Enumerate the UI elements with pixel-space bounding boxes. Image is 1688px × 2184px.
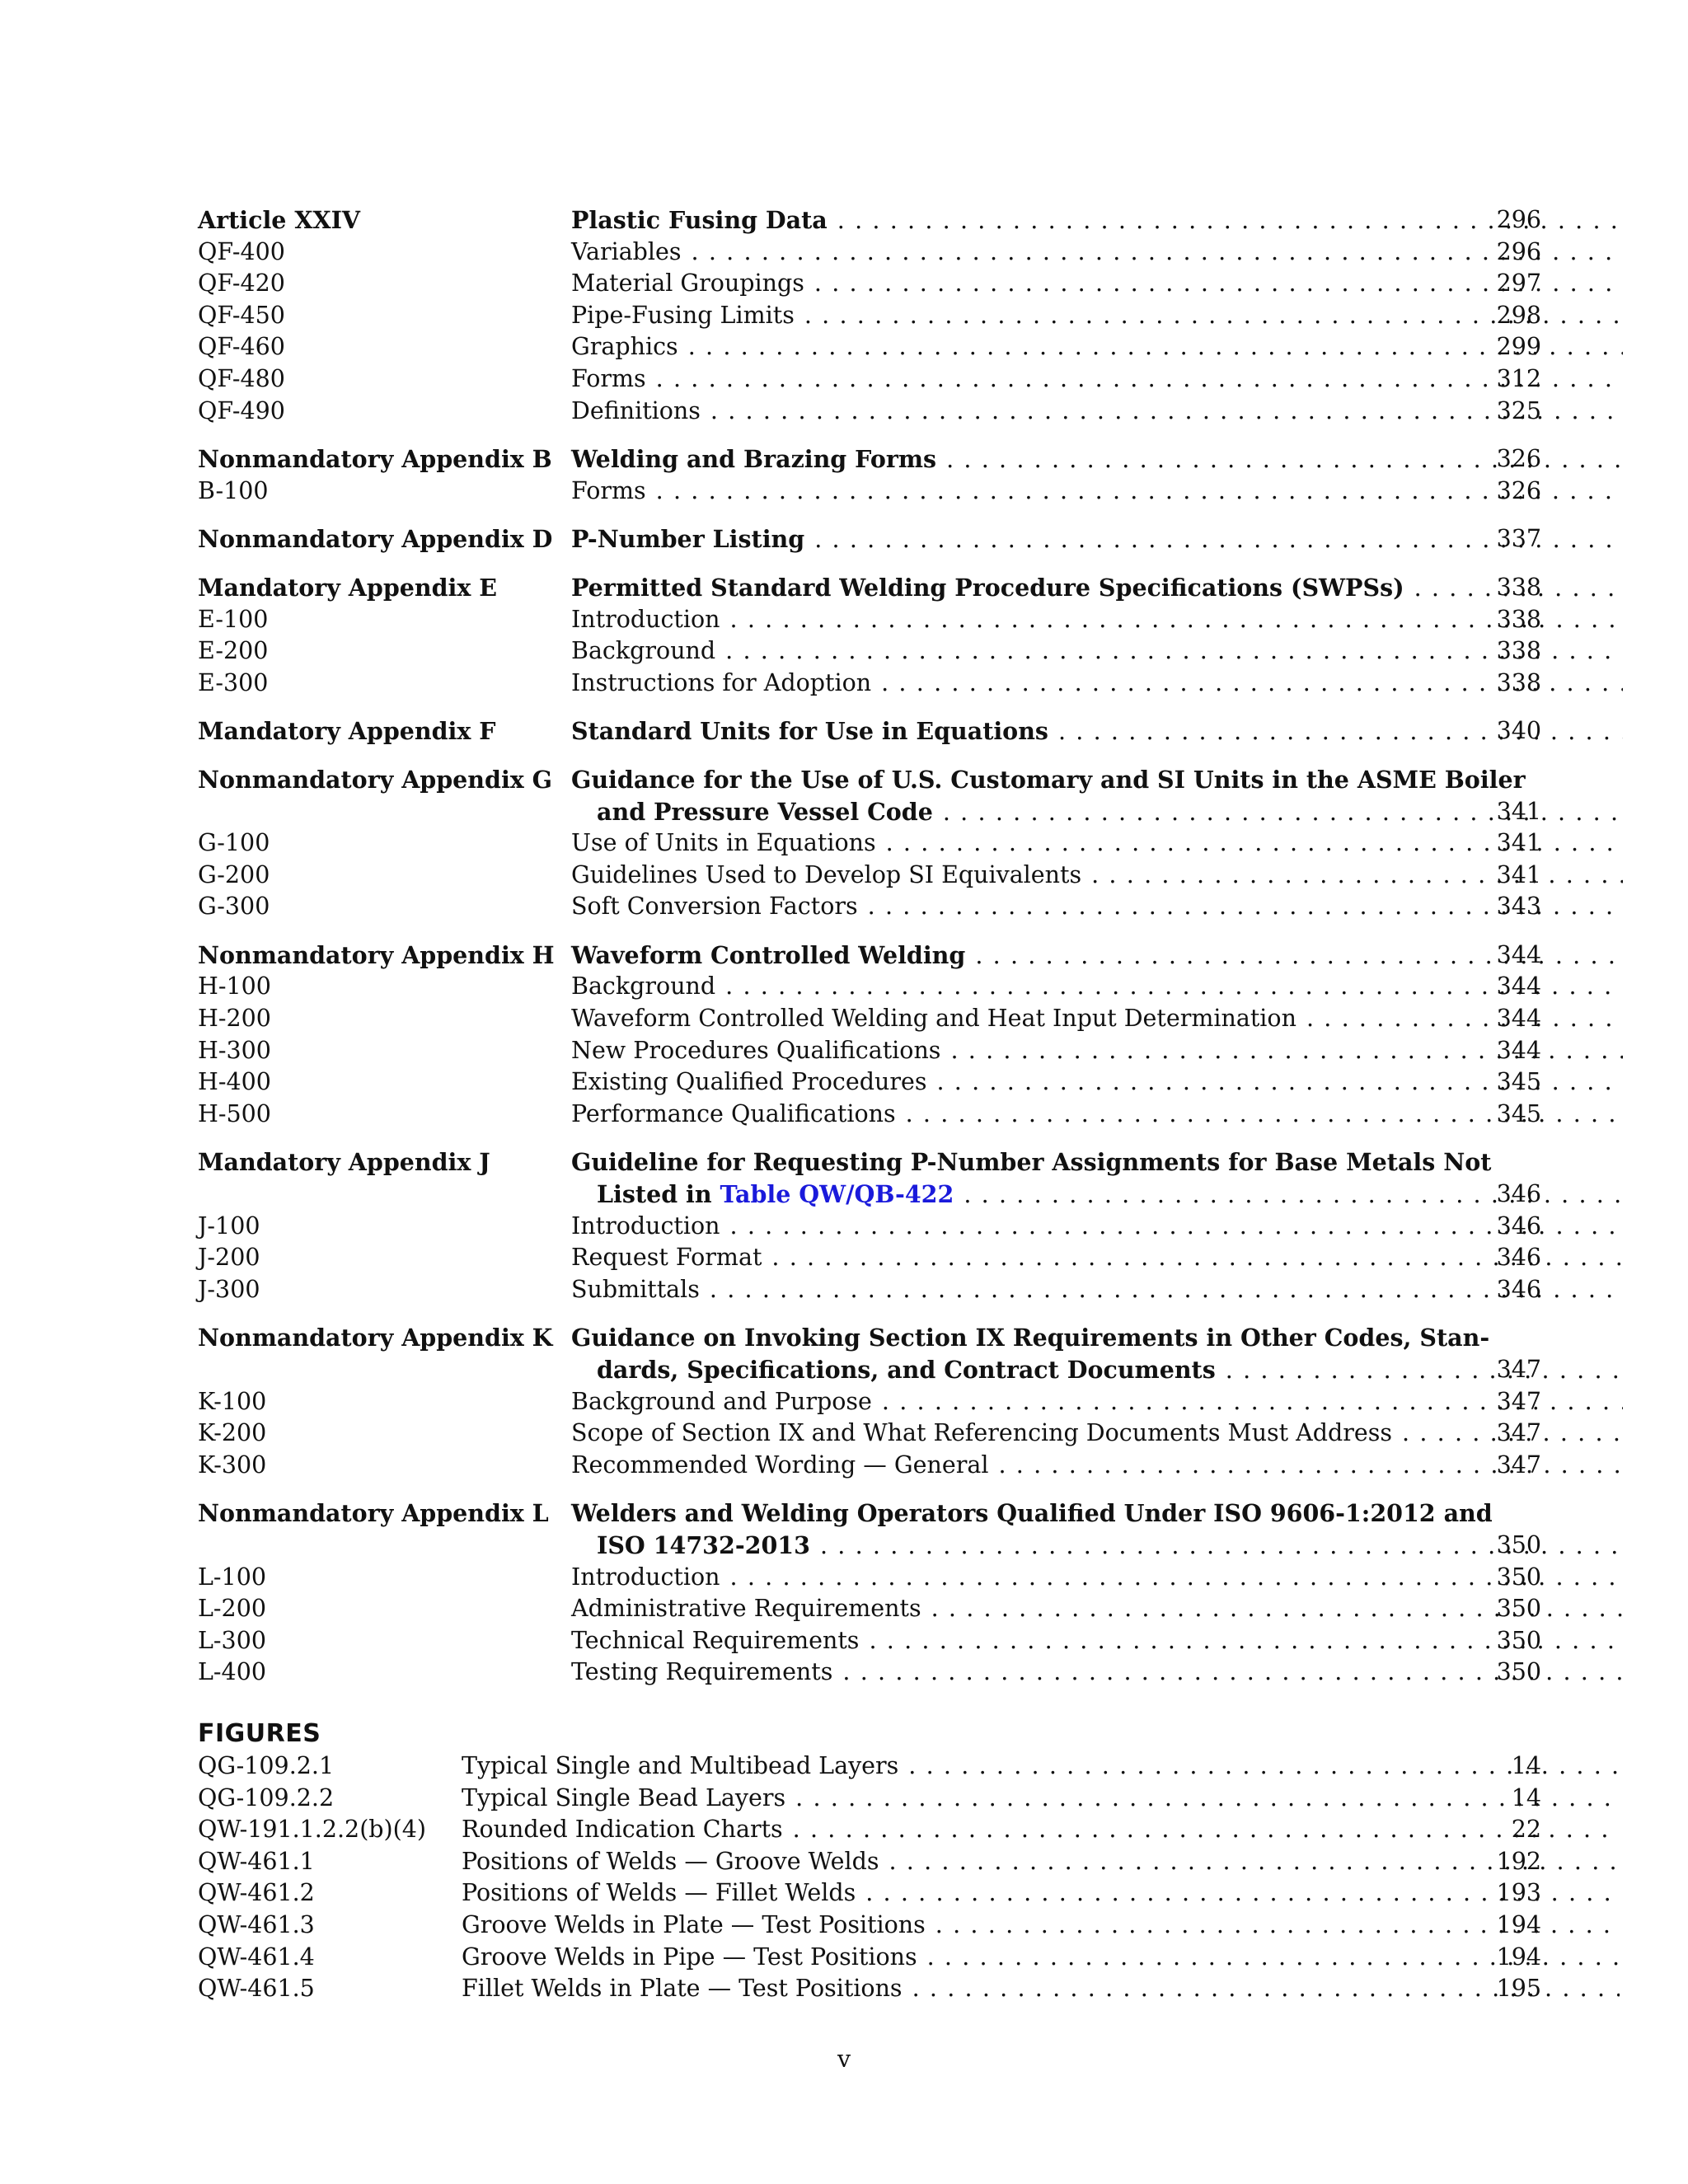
toc-entry[interactable]: [198, 1973, 1541, 2005]
entry-code: QW-191.1.2.2(b)(4): [198, 1816, 427, 1844]
entry-page: 312: [1496, 364, 1541, 392]
entry-code: Mandatory Appendix J: [198, 1148, 490, 1177]
toc-entry-continuation[interactable]: [198, 1354, 1541, 1386]
entry-title-line: [571, 940, 1623, 972]
toc-section-entry[interactable]: [198, 523, 1541, 555]
entry-title-line: [571, 204, 1623, 237]
entry-code: G-100: [198, 829, 270, 857]
toc-entry[interactable]: [198, 1066, 1541, 1099]
entry-code: J-100: [198, 1212, 260, 1240]
entry-page: 347: [1496, 1451, 1541, 1479]
entry-code: L-400: [198, 1658, 266, 1686]
entry-title: Positions of Welds — Groove Welds: [462, 1847, 879, 1875]
entry-page: 325: [1496, 396, 1541, 424]
toc-entry[interactable]: [198, 860, 1541, 892]
entry-page: 337: [1496, 525, 1541, 553]
entry-code: QF-400: [198, 237, 285, 265]
toc-entry[interactable]: [198, 396, 1541, 428]
dot-leader: [701, 396, 1623, 428]
entry-code: Nonmandatory Appendix H: [198, 940, 555, 969]
toc-section-entry[interactable]: [198, 940, 1541, 972]
toc-entry[interactable]: [198, 1593, 1541, 1625]
entry-title: Guidance on Invoking Section IX Requirements in Other Codes, Stan-: [571, 1324, 1490, 1352]
entry-page: 350: [1496, 1595, 1541, 1623]
entry-title-line: [571, 1593, 1623, 1625]
entry-title: Request Format: [571, 1244, 762, 1272]
entry-code: K-100: [198, 1387, 267, 1415]
entry-title: Recommended Wording — General: [571, 1451, 989, 1479]
toc-entry[interactable]: [198, 1003, 1541, 1035]
toc-entry[interactable]: [198, 1274, 1541, 1306]
entry-page: 338: [1496, 573, 1541, 601]
entry-title: Material Groupings: [571, 269, 804, 298]
entry-title-line: [571, 237, 1623, 269]
toc-entry[interactable]: [198, 1450, 1541, 1482]
entry-title: Welders and Welding Operators Qualified Under ISO 9606-1:2012 and: [571, 1499, 1493, 1528]
entry-title: Background and Purpose: [571, 1387, 872, 1415]
toc-entry[interactable]: [198, 363, 1541, 396]
dot-leader: [1081, 860, 1623, 892]
entry-code: H-100: [198, 972, 271, 1001]
entry-title: Introduction: [571, 605, 720, 633]
entry-code: L-300: [198, 1626, 266, 1654]
entry-code: E-300: [198, 668, 269, 696]
entry-title-line: [571, 1386, 1623, 1418]
entry-title: P-Number Listing: [571, 525, 805, 554]
entry-code: QF-420: [198, 269, 285, 298]
dot-leader: [785, 1783, 1620, 1815]
entry-page: 343: [1496, 893, 1541, 921]
entry-page: 192: [1496, 1847, 1541, 1875]
entry-code: Nonmandatory Appendix L: [198, 1499, 549, 1528]
entry-title: Technical Requirements: [571, 1626, 860, 1654]
entry-title: Background: [571, 972, 716, 1001]
toc-entry[interactable]: [198, 891, 1541, 923]
entry-title-line: [571, 604, 1623, 636]
entry-title-line: [462, 1783, 1620, 1815]
entry-title-line: [571, 1211, 1623, 1243]
toc-entry[interactable]: [198, 1418, 1541, 1450]
toc-entry[interactable]: [198, 604, 1541, 636]
entry-code: J-300: [198, 1275, 260, 1303]
entry-page: 344: [1496, 1005, 1541, 1033]
dot-leader: [715, 971, 1623, 1003]
entry-page: 338: [1496, 668, 1541, 696]
entry-title: Typical Single and Multibead Layers: [462, 1752, 899, 1779]
entry-title: Introduction: [571, 1563, 720, 1591]
dot-leader: [783, 1814, 1620, 1846]
entry-code: QW-461.4: [198, 1943, 315, 1971]
entry-code: Nonmandatory Appendix B: [198, 445, 552, 474]
entry-code: Mandatory Appendix E: [198, 573, 498, 602]
entry-code: K-300: [198, 1451, 267, 1479]
entry-code: QF-460: [198, 333, 285, 361]
toc-section-entry[interactable]: [198, 764, 1541, 796]
entry-title-line: [571, 331, 1623, 363]
entry-title-text: ISO 14732-2013: [597, 1530, 810, 1559]
entry-code: E-200: [198, 637, 269, 665]
entry-title-line: [462, 1942, 1620, 1974]
entry-page: 346: [1496, 1180, 1541, 1208]
entry-code: QW-461.3: [198, 1910, 315, 1938]
dot-leader: [700, 1274, 1623, 1306]
dot-leader: [762, 1242, 1623, 1274]
entry-code: G-200: [198, 860, 270, 888]
entry-title: Background: [571, 637, 716, 665]
entry-title-line: [571, 1562, 1623, 1594]
entry-title: Permitted Standard Welding Procedure Specifications (SWPSs): [571, 573, 1404, 602]
entry-title: Plastic Fusing Data: [571, 206, 828, 234]
entry-code: QW-461.2: [198, 1879, 315, 1907]
entry-title: Guidelines Used to Develop SI Equivalents: [571, 860, 1082, 888]
entry-title-continuation: [597, 796, 1623, 828]
entry-page: 347: [1496, 1419, 1541, 1447]
entry-title-line: [462, 1973, 1620, 2005]
entry-code: L-100: [198, 1563, 266, 1591]
entry-title: Performance Qualifications: [571, 1099, 896, 1127]
entry-page: 341: [1496, 797, 1541, 825]
toc-section-entry[interactable]: [198, 572, 1541, 604]
entry-page: 341: [1496, 829, 1541, 857]
entry-title: Instructions for Adoption: [571, 668, 872, 696]
entry-page: 347: [1496, 1356, 1541, 1383]
entry-title-line: [571, 443, 1623, 476]
toc-entry[interactable]: [198, 827, 1541, 860]
entry-page: 345: [1496, 1068, 1541, 1096]
entry-code: H-200: [198, 1005, 271, 1033]
toc-entry[interactable]: [198, 1625, 1541, 1657]
entry-title: Introduction: [571, 1212, 720, 1240]
entry-title: Groove Welds in Pipe — Test Positions: [462, 1943, 917, 1971]
entry-page: 344: [1496, 940, 1541, 968]
entry-title: Use of Units in Equations: [571, 829, 876, 857]
dot-leader: [715, 635, 1623, 668]
entry-title: Graphics: [571, 333, 678, 361]
entry-page: 299: [1496, 333, 1541, 361]
toc-entry[interactable]: [198, 268, 1541, 300]
toc-entry[interactable]: [198, 635, 1541, 668]
entry-title-line: [571, 1242, 1623, 1274]
toc-entry[interactable]: [198, 237, 1541, 269]
entry-title-line: [462, 1814, 1620, 1846]
dot-leader: [720, 604, 1624, 636]
entry-title: Testing Requirements: [571, 1658, 833, 1686]
entry-title-line: [462, 1846, 1620, 1878]
entry-code: Mandatory Appendix F: [198, 717, 496, 746]
entry-title-line: [571, 668, 1623, 700]
entry-title: Forms: [571, 364, 646, 392]
toc-entry[interactable]: [198, 1942, 1541, 1974]
entry-code: Nonmandatory Appendix G: [198, 765, 553, 794]
entry-title: New Procedures Qualifications: [571, 1036, 941, 1064]
entry-page: 326: [1496, 476, 1541, 504]
toc-section-entry[interactable]: [198, 443, 1541, 476]
toc-entry[interactable]: [198, 1386, 1541, 1418]
entry-title-line: [462, 1750, 1620, 1783]
entry-page: 194: [1496, 1943, 1541, 1971]
entry-title-line: [571, 572, 1623, 604]
dot-leader: [1216, 1355, 1623, 1387]
entry-title: Groove Welds in Plate — Test Positions: [462, 1910, 926, 1938]
toc-entry[interactable]: [198, 1877, 1541, 1910]
entry-page: 22: [1511, 1816, 1541, 1844]
dot-leader: [1296, 1003, 1623, 1035]
entry-title-line: [462, 1910, 1620, 1942]
dot-leader: [720, 1562, 1624, 1594]
entry-title: Submittals: [571, 1275, 700, 1303]
entry-title-line: [571, 1066, 1623, 1099]
entry-title-line: [571, 1099, 1623, 1131]
entry-title: Guidance for the Use of U.S. Customary and SI Units in the ASME Boiler: [571, 765, 1526, 794]
entry-title: Administrative Requirements: [571, 1595, 921, 1623]
toc-entry[interactable]: [198, 1562, 1541, 1594]
entry-code: B-100: [198, 476, 269, 504]
entry-title: Variables: [571, 237, 682, 265]
entry-code: QG-109.2.2: [198, 1783, 335, 1811]
entry-code: E-100: [198, 605, 269, 633]
entry-page: 347: [1496, 1387, 1541, 1415]
spacer: [712, 1179, 720, 1211]
entry-code: H-300: [198, 1036, 271, 1064]
entry-title-line: [571, 1625, 1623, 1657]
toc-entry[interactable]: [198, 1814, 1541, 1846]
toc-entry[interactable]: [198, 300, 1541, 332]
entry-page: 344: [1496, 972, 1541, 1001]
entry-title: Typical Single Bead Layers: [462, 1783, 786, 1811]
entry-title: Welding and Brazing Forms: [571, 445, 937, 474]
toc-section-entry[interactable]: [198, 1322, 1541, 1354]
toc-entry[interactable]: [198, 1783, 1541, 1815]
toc-entry[interactable]: [198, 1910, 1541, 1942]
toc-entry-continuation[interactable]: [198, 1530, 1541, 1562]
entry-code: QW-461.1: [198, 1847, 315, 1875]
toc-entry[interactable]: [198, 1657, 1541, 1689]
entry-title: Forms: [571, 476, 646, 504]
dot-leader: [682, 237, 1623, 269]
entry-page: 350: [1496, 1563, 1541, 1591]
entry-page: 341: [1496, 860, 1541, 888]
entry-title-line: [571, 300, 1623, 332]
entry-title: Definitions: [571, 396, 701, 424]
entry-page: 345: [1496, 1099, 1541, 1127]
entry-title-line: [571, 1450, 1623, 1482]
entry-title-continuation: [597, 1354, 1623, 1386]
entry-page: 350: [1496, 1658, 1541, 1686]
entry-code: K-200: [198, 1419, 267, 1447]
entry-page: 340: [1496, 717, 1541, 745]
entry-title-line: [571, 1274, 1623, 1306]
entry-title-line: [571, 860, 1623, 892]
dot-leader: [646, 476, 1623, 508]
entry-page: 296: [1496, 206, 1541, 233]
entry-title: Scope of Section IX and What Referencing Documents Must Address: [571, 1419, 1392, 1447]
entry-title: Soft Conversion Factors: [571, 893, 858, 921]
entry-title: Guideline for Requesting P-Number Assignments for Base Metals Not: [571, 1148, 1492, 1177]
entry-code: Nonmandatory Appendix K: [198, 1324, 553, 1352]
toc-entry[interactable]: [198, 1211, 1541, 1243]
entry-page: 350: [1496, 1626, 1541, 1654]
figures-list: [198, 1750, 1541, 2005]
toc-entry[interactable]: [198, 1242, 1541, 1274]
entry-code: H-400: [198, 1068, 271, 1096]
entry-title-line: [571, 268, 1623, 300]
entry-title-line: [571, 396, 1623, 428]
entry-page: 344: [1496, 1036, 1541, 1064]
entry-code: H-500: [198, 1099, 271, 1127]
entry-title: Existing Qualified Procedures: [571, 1068, 927, 1096]
entry-page: 350: [1496, 1530, 1541, 1558]
table-link[interactable]: Table QW/QB-422: [720, 1180, 954, 1209]
toc-entry[interactable]: [198, 331, 1541, 363]
entry-title-line: [571, 971, 1623, 1003]
entry-page: 193: [1496, 1879, 1541, 1907]
dot-leader: [646, 363, 1623, 396]
entry-code: J-200: [198, 1244, 260, 1272]
entry-page: 298: [1496, 301, 1541, 329]
entry-title: Positions of Welds — Fillet Welds: [462, 1879, 856, 1907]
toc-entry[interactable]: [198, 1035, 1541, 1067]
toc-entry[interactable]: [198, 476, 1541, 508]
entry-title-line: [571, 363, 1623, 396]
entry-page: 14: [1511, 1783, 1541, 1811]
entry-page: 326: [1496, 445, 1541, 473]
toc-entry[interactable]: [198, 1846, 1541, 1878]
toc-section-entry[interactable]: [198, 715, 1541, 748]
entry-code: QF-480: [198, 364, 285, 392]
entry-code: QF-490: [198, 396, 285, 424]
entry-code: QG-109.2.1: [198, 1752, 335, 1779]
toc-section-entry[interactable]: [198, 1146, 1541, 1179]
toc-entry[interactable]: [198, 1099, 1541, 1131]
entry-page: 296: [1496, 237, 1541, 265]
page-number: v: [837, 2046, 851, 2073]
table-of-contents: [198, 204, 1541, 1689]
dot-leader: [678, 331, 1623, 363]
entry-code: QF-450: [198, 301, 285, 329]
toc-entry[interactable]: [198, 971, 1541, 1003]
toc-section-entry[interactable]: [198, 1497, 1541, 1530]
entry-title: Waveform Controlled Welding: [571, 940, 966, 969]
entry-title: Pipe-Fusing Limits: [571, 301, 795, 329]
entry-code: QW-461.5: [198, 1975, 315, 2003]
dot-leader: [720, 1211, 1624, 1243]
entry-title-line: [571, 1003, 1623, 1035]
figures-heading: FIGURES: [198, 1719, 321, 1748]
entry-title-line: [571, 1657, 1623, 1689]
toc-entry-continuation[interactable]: [198, 1179, 1541, 1211]
entry-title-line: [571, 715, 1623, 748]
entry-page: 338: [1496, 605, 1541, 633]
entry-title-line: [571, 523, 1623, 555]
entry-title-continuation: [597, 1530, 1623, 1562]
toc-section-entry[interactable]: [198, 204, 1541, 237]
entry-code: L-200: [198, 1595, 266, 1623]
entry-page: 14: [1511, 1752, 1541, 1779]
entry-page: 338: [1496, 637, 1541, 665]
entry-page: 195: [1496, 1975, 1541, 2003]
entry-title-line: [571, 891, 1623, 923]
entry-title: Rounded Indication Charts: [462, 1816, 783, 1844]
entry-title-text: Listed in: [597, 1180, 712, 1209]
entry-page: 297: [1496, 269, 1541, 298]
toc-entry[interactable]: [198, 668, 1541, 700]
entry-title: Waveform Controlled Welding and Heat Input Determination: [571, 1005, 1296, 1033]
entry-title-line: [571, 476, 1623, 508]
entry-page: 346: [1496, 1275, 1541, 1303]
entry-page: 346: [1496, 1244, 1541, 1272]
entry-title-continuation: [597, 1179, 1623, 1211]
entry-title: Fillet Welds in Plate — Test Positions: [462, 1975, 903, 2003]
entry-title-line: [571, 827, 1623, 860]
toc-entry[interactable]: [198, 1750, 1541, 1783]
entry-title-text: and Pressure Vessel Code: [597, 797, 933, 826]
entry-code: G-300: [198, 893, 270, 921]
entry-title: Standard Units for Use in Equations: [571, 717, 1048, 746]
entry-title-line: [571, 1418, 1623, 1450]
entry-title-text: dards, Specifications, and Contract Documents: [597, 1356, 1216, 1384]
entry-title-line: [462, 1877, 1620, 1910]
entry-code: Nonmandatory Appendix D: [198, 525, 553, 554]
entry-page: 346: [1496, 1212, 1541, 1240]
entry-code: Article XXIV: [198, 206, 361, 234]
entry-page: 194: [1496, 1910, 1541, 1938]
entry-title-line: [571, 635, 1623, 668]
entry-title-line: [571, 1035, 1623, 1067]
toc-entry-continuation[interactable]: [198, 796, 1541, 828]
